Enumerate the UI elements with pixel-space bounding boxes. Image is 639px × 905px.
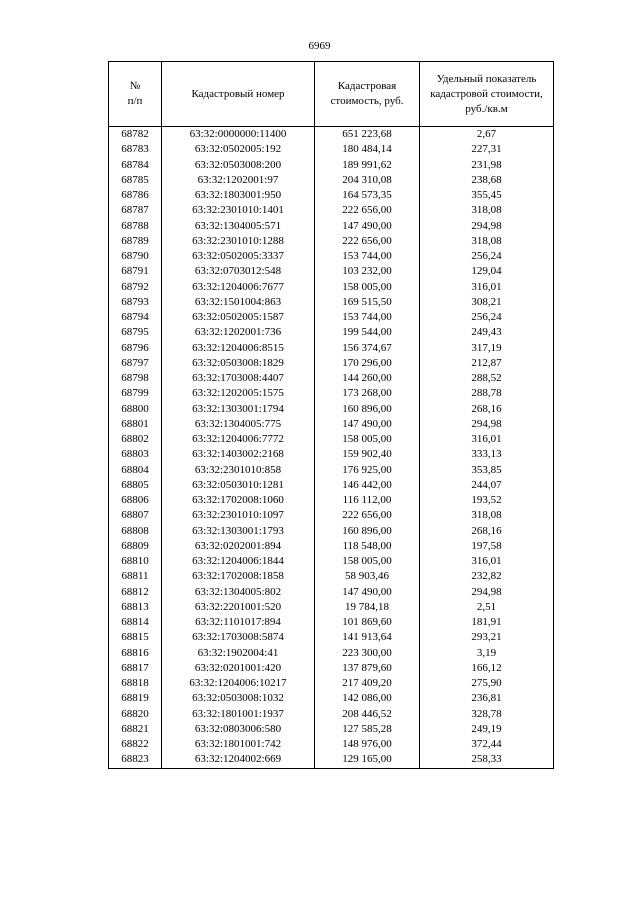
cell-cadastral-value: 118 548,00 — [315, 539, 420, 554]
cell-row-number: 68798 — [109, 371, 162, 386]
cell-cadastral-number: 63:32:0703012:548 — [162, 264, 315, 279]
cell-row-number: 68822 — [109, 737, 162, 752]
table-row — [109, 219, 554, 234]
cell-cadastral-number: 63:32:0000000:11400 — [162, 127, 315, 143]
table-row — [109, 203, 554, 218]
table-row — [109, 264, 554, 279]
cell-row-number: 68815 — [109, 630, 162, 645]
cell-cadastral-number: 63:32:2201001:520 — [162, 600, 315, 615]
cell-cadastral-number: 63:32:2301010:1401 — [162, 203, 315, 218]
table-body — [109, 127, 554, 769]
cell-cadastral-number: 63:32:1303001:1793 — [162, 524, 315, 539]
table-row — [109, 356, 554, 371]
table-row — [109, 707, 554, 722]
table-row — [109, 676, 554, 691]
table-row — [109, 463, 554, 478]
table-row — [109, 386, 554, 401]
cell-cadastral-number: 63:32:1204006:1844 — [162, 554, 315, 569]
cell-specific-value: 294,98 — [420, 219, 554, 234]
cell-row-number: 68807 — [109, 508, 162, 523]
cell-specific-value: 256,24 — [420, 249, 554, 264]
cell-specific-value: 316,01 — [420, 554, 554, 569]
cell-cadastral-value: 160 896,00 — [315, 524, 420, 539]
cell-row-number: 68797 — [109, 356, 162, 371]
cell-row-number: 68786 — [109, 188, 162, 203]
cell-row-number: 68793 — [109, 295, 162, 310]
cell-cadastral-number: 63:32:1204006:8515 — [162, 341, 315, 356]
table-row — [109, 737, 554, 752]
table-row — [109, 188, 554, 203]
cell-cadastral-value: 180 484,14 — [315, 142, 420, 157]
cell-cadastral-value: 103 232,00 — [315, 264, 420, 279]
cell-specific-value: 249,43 — [420, 325, 554, 340]
cell-cadastral-number: 63:32:2301010:1097 — [162, 508, 315, 523]
cell-cadastral-value: 217 409,20 — [315, 676, 420, 691]
table-row — [109, 173, 554, 188]
cell-cadastral-value: 158 005,00 — [315, 280, 420, 295]
cell-specific-value: 317,19 — [420, 341, 554, 356]
cell-row-number: 68806 — [109, 493, 162, 508]
cell-specific-value: 333,13 — [420, 447, 554, 462]
table-row — [109, 310, 554, 325]
header-cadastral-value: Кадастровая стоимость, руб. — [315, 62, 420, 127]
cell-cadastral-number: 63:32:1204006:7677 — [162, 280, 315, 295]
cell-specific-value: 318,08 — [420, 508, 554, 523]
cell-cadastral-number: 63:32:0503008:200 — [162, 158, 315, 173]
cell-cadastral-number: 63:32:0502005:1587 — [162, 310, 315, 325]
cell-row-number: 68792 — [109, 280, 162, 295]
cell-cadastral-value: 147 490,00 — [315, 585, 420, 600]
cell-specific-value: 231,98 — [420, 158, 554, 173]
table-row — [109, 646, 554, 661]
cell-specific-value: 328,78 — [420, 707, 554, 722]
cell-cadastral-value: 222 656,00 — [315, 203, 420, 218]
cell-cadastral-number: 63:32:1403002:2168 — [162, 447, 315, 462]
cell-specific-value: 268,16 — [420, 524, 554, 539]
cell-cadastral-number: 63:32:1304005:802 — [162, 585, 315, 600]
cell-specific-value: 212,87 — [420, 356, 554, 371]
cell-specific-value: 256,24 — [420, 310, 554, 325]
cell-cadastral-value: 651 223,68 — [315, 127, 420, 143]
table-row — [109, 325, 554, 340]
cell-cadastral-number: 63:32:0502005:3337 — [162, 249, 315, 264]
table-row — [109, 493, 554, 508]
cell-cadastral-number: 63:32:0803006:580 — [162, 722, 315, 737]
cell-specific-value: 293,21 — [420, 630, 554, 645]
cell-cadastral-number: 63:32:1303001:1794 — [162, 402, 315, 417]
table-row — [109, 661, 554, 676]
cell-row-number: 68808 — [109, 524, 162, 539]
cell-cadastral-value: 170 296,00 — [315, 356, 420, 371]
cell-specific-value: 353,85 — [420, 463, 554, 478]
cell-cadastral-value: 141 913,64 — [315, 630, 420, 645]
cell-cadastral-number: 63:32:1702008:1858 — [162, 569, 315, 584]
table-row — [109, 127, 554, 143]
cell-cadastral-number: 63:32:1202005:1575 — [162, 386, 315, 401]
cell-cadastral-value: 101 869,60 — [315, 615, 420, 630]
cell-cadastral-value: 208 446,52 — [315, 707, 420, 722]
cell-cadastral-number: 63:32:0502005:192 — [162, 142, 315, 157]
cell-specific-value: 316,01 — [420, 280, 554, 295]
cell-specific-value: 3,19 — [420, 646, 554, 661]
cell-specific-value: 2,51 — [420, 600, 554, 615]
cell-specific-value: 166,12 — [420, 661, 554, 676]
cell-cadastral-number: 63:32:1304005:775 — [162, 417, 315, 432]
table-row — [109, 447, 554, 462]
cell-specific-value: 294,98 — [420, 417, 554, 432]
table-row — [109, 478, 554, 493]
cell-row-number: 68803 — [109, 447, 162, 462]
cell-specific-value: 355,45 — [420, 188, 554, 203]
cell-cadastral-number: 63:32:2301010:1288 — [162, 234, 315, 249]
cell-specific-value: 318,08 — [420, 234, 554, 249]
cell-cadastral-number: 63:32:1204006:10217 — [162, 676, 315, 691]
cell-row-number: 68782 — [109, 127, 162, 143]
cell-cadastral-value: 58 903,46 — [315, 569, 420, 584]
cell-cadastral-number: 63:32:1101017:894 — [162, 615, 315, 630]
cell-row-number: 68812 — [109, 585, 162, 600]
cell-specific-value: 316,01 — [420, 432, 554, 447]
cell-specific-value: 238,68 — [420, 173, 554, 188]
table-row — [109, 569, 554, 584]
table-row — [109, 417, 554, 432]
cell-cadastral-number: 63:32:1501004:863 — [162, 295, 315, 310]
cell-cadastral-value: 158 005,00 — [315, 432, 420, 447]
cell-cadastral-value: 156 374,67 — [315, 341, 420, 356]
cell-specific-value: 249,19 — [420, 722, 554, 737]
cell-row-number: 68805 — [109, 478, 162, 493]
cell-cadastral-value: 158 005,00 — [315, 554, 420, 569]
cell-specific-value: 258,33 — [420, 752, 554, 768]
table-row — [109, 249, 554, 264]
cell-row-number: 68809 — [109, 539, 162, 554]
cell-cadastral-value: 146 442,00 — [315, 478, 420, 493]
table-row — [109, 280, 554, 295]
cell-row-number: 68810 — [109, 554, 162, 569]
header-specific-value: Удельный показатель кадастровой стоимости, руб./кв.м — [420, 62, 554, 127]
cell-cadastral-value: 176 925,00 — [315, 463, 420, 478]
cell-cadastral-number: 63:32:0202001:894 — [162, 539, 315, 554]
cell-row-number: 68816 — [109, 646, 162, 661]
cell-cadastral-number: 63:32:2301010:858 — [162, 463, 315, 478]
table-header-row — [109, 62, 554, 127]
cell-cadastral-number: 63:32:1204006:7772 — [162, 432, 315, 447]
cell-row-number: 68817 — [109, 661, 162, 676]
cell-row-number: 68787 — [109, 203, 162, 218]
cell-cadastral-value: 223 300,00 — [315, 646, 420, 661]
table-row — [109, 691, 554, 706]
cell-row-number: 68785 — [109, 173, 162, 188]
cell-row-number: 68819 — [109, 691, 162, 706]
cell-cadastral-number: 63:32:1702008:1060 — [162, 493, 315, 508]
table-row — [109, 341, 554, 356]
cell-row-number: 68790 — [109, 249, 162, 264]
cell-row-number: 68788 — [109, 219, 162, 234]
cadastral-value-table — [108, 61, 554, 769]
cell-specific-value: 2,67 — [420, 127, 554, 143]
cell-cadastral-number: 63:32:1703008:4407 — [162, 371, 315, 386]
cell-row-number: 68811 — [109, 569, 162, 584]
cell-cadastral-value: 129 165,00 — [315, 752, 420, 768]
cell-cadastral-value: 153 744,00 — [315, 310, 420, 325]
table-row — [109, 524, 554, 539]
table-row — [109, 600, 554, 615]
cell-cadastral-value: 204 310,08 — [315, 173, 420, 188]
table-row — [109, 402, 554, 417]
cell-cadastral-value: 169 515,50 — [315, 295, 420, 310]
cell-specific-value: 236,81 — [420, 691, 554, 706]
cell-row-number: 68802 — [109, 432, 162, 447]
cell-cadastral-value: 189 991,62 — [315, 158, 420, 173]
cell-row-number: 68813 — [109, 600, 162, 615]
cell-specific-value: 294,98 — [420, 585, 554, 600]
cell-cadastral-value: 199 544,00 — [315, 325, 420, 340]
cell-row-number: 68820 — [109, 707, 162, 722]
table-row — [109, 432, 554, 447]
table-row — [109, 722, 554, 737]
cell-cadastral-value: 116 112,00 — [315, 493, 420, 508]
cell-specific-value: 232,82 — [420, 569, 554, 584]
cell-cadastral-number: 63:32:0201001:420 — [162, 661, 315, 676]
cell-specific-value: 275,90 — [420, 676, 554, 691]
cell-row-number: 68821 — [109, 722, 162, 737]
cell-row-number: 68818 — [109, 676, 162, 691]
cell-cadastral-number: 63:32:1801001:742 — [162, 737, 315, 752]
table-row — [109, 554, 554, 569]
cell-cadastral-value: 144 260,00 — [315, 371, 420, 386]
cell-cadastral-value: 164 573,35 — [315, 188, 420, 203]
cell-row-number: 68794 — [109, 310, 162, 325]
cell-cadastral-value: 127 585,28 — [315, 722, 420, 737]
cell-cadastral-number: 63:32:0503008:1032 — [162, 691, 315, 706]
cell-specific-value: 227,31 — [420, 142, 554, 157]
cell-row-number: 68799 — [109, 386, 162, 401]
cell-row-number: 68791 — [109, 264, 162, 279]
table-row — [109, 585, 554, 600]
cell-cadastral-number: 63:32:1902004:41 — [162, 646, 315, 661]
cell-specific-value: 288,78 — [420, 386, 554, 401]
cell-row-number: 68789 — [109, 234, 162, 249]
cell-row-number: 68795 — [109, 325, 162, 340]
cell-cadastral-number: 63:32:0503010:1281 — [162, 478, 315, 493]
cell-cadastral-value: 160 896,00 — [315, 402, 420, 417]
cell-cadastral-number: 63:32:1204002:669 — [162, 752, 315, 768]
cell-specific-value: 268,16 — [420, 402, 554, 417]
cell-cadastral-value: 147 490,00 — [315, 219, 420, 234]
cell-row-number: 68814 — [109, 615, 162, 630]
cell-cadastral-number: 63:32:1801001:1937 — [162, 707, 315, 722]
cell-row-number: 68783 — [109, 142, 162, 157]
cell-row-number: 68784 — [109, 158, 162, 173]
cell-cadastral-value: 222 656,00 — [315, 234, 420, 249]
cell-specific-value: 288,52 — [420, 371, 554, 386]
table-row — [109, 371, 554, 386]
cell-cadastral-value: 142 086,00 — [315, 691, 420, 706]
cell-cadastral-number: 63:32:1304005:571 — [162, 219, 315, 234]
table-row — [109, 752, 554, 768]
cell-specific-value: 197,58 — [420, 539, 554, 554]
table-row — [109, 615, 554, 630]
cell-cadastral-value: 222 656,00 — [315, 508, 420, 523]
cell-row-number: 68801 — [109, 417, 162, 432]
cell-specific-value: 193,52 — [420, 493, 554, 508]
cell-row-number: 68804 — [109, 463, 162, 478]
cell-cadastral-number: 63:32:1202001:736 — [162, 325, 315, 340]
cell-specific-value: 372,44 — [420, 737, 554, 752]
cell-cadastral-value: 153 744,00 — [315, 249, 420, 264]
cell-specific-value: 129,04 — [420, 264, 554, 279]
cell-cadastral-value: 19 784,18 — [315, 600, 420, 615]
cell-specific-value: 181,91 — [420, 615, 554, 630]
table-row — [109, 142, 554, 157]
cell-cadastral-number: 63:32:1202001:97 — [162, 173, 315, 188]
header-row-number-label: № п/п — [127, 80, 143, 107]
table-row — [109, 158, 554, 173]
table-row — [109, 508, 554, 523]
cell-cadastral-value: 173 268,00 — [315, 386, 420, 401]
cell-cadastral-value: 159 902,40 — [315, 447, 420, 462]
cell-cadastral-number: 63:32:1803001:950 — [162, 188, 315, 203]
cell-cadastral-value: 148 976,00 — [315, 737, 420, 752]
cell-cadastral-number: 63:32:0503008:1829 — [162, 356, 315, 371]
cell-specific-value: 318,08 — [420, 203, 554, 218]
page-number: 6969 — [308, 40, 331, 52]
table-row — [109, 630, 554, 645]
header-cadastral-number: Кадастровый номер — [162, 62, 315, 127]
cell-row-number: 68823 — [109, 752, 162, 768]
table-row — [109, 234, 554, 249]
cell-specific-value: 244,07 — [420, 478, 554, 493]
table-row — [109, 295, 554, 310]
cell-row-number: 68800 — [109, 402, 162, 417]
cell-cadastral-value: 137 879,60 — [315, 661, 420, 676]
cell-cadastral-number: 63:32:1703008:5874 — [162, 630, 315, 645]
cell-specific-value: 308,21 — [420, 295, 554, 310]
header-row-number — [109, 62, 162, 127]
table-row — [109, 539, 554, 554]
cell-row-number: 68796 — [109, 341, 162, 356]
cell-cadastral-value: 147 490,00 — [315, 417, 420, 432]
